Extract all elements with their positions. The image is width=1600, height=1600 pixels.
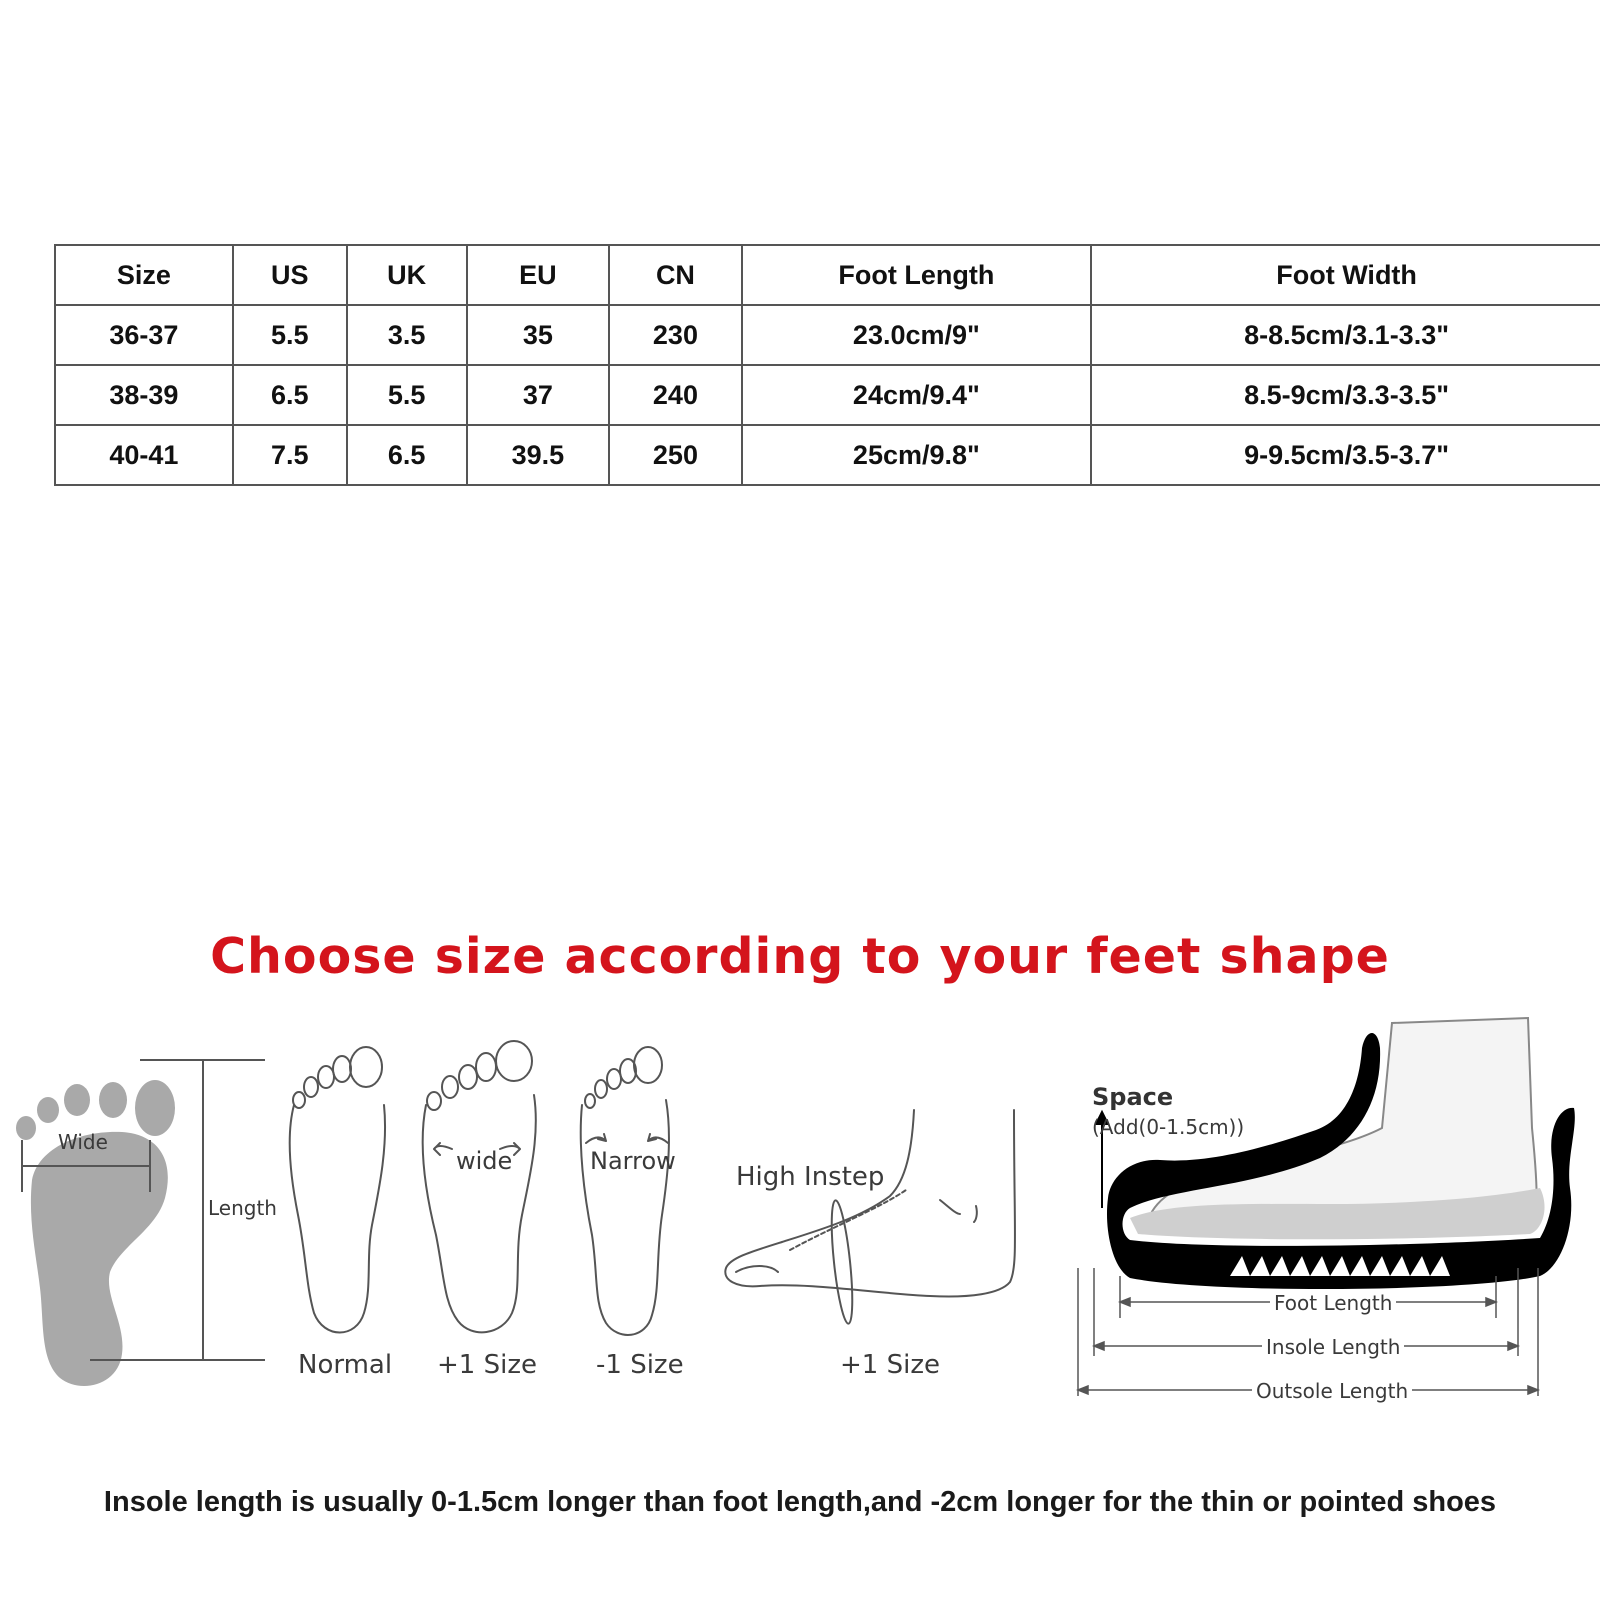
header-cn: CN: [609, 245, 741, 305]
insole-length-label: Insole Length: [1262, 1335, 1404, 1359]
wide-caption: +1 Size: [437, 1350, 537, 1380]
size-chart-table: [54, 244, 1600, 486]
foot-length-label: Foot Length: [1270, 1291, 1396, 1315]
cell-size: 40-41: [55, 425, 233, 485]
header-eu: EU: [467, 245, 610, 305]
cell-us: 6.5: [233, 365, 347, 425]
cell-eu: 37: [467, 365, 610, 425]
table-row: [55, 425, 1600, 485]
cell-size: 36-37: [55, 305, 233, 365]
narrow-foot-label: Narrow: [590, 1147, 676, 1175]
cell-eu: 35: [467, 305, 610, 365]
feet-shape-title: Choose size according to your feet shape: [210, 928, 1390, 985]
footprint-icon: [16, 1080, 175, 1386]
footprint-measure-diagram: [10, 1060, 280, 1390]
cell-uk: 5.5: [347, 365, 467, 425]
header-uk: UK: [347, 245, 467, 305]
header-us: US: [233, 245, 347, 305]
cell-eu: 39.5: [467, 425, 610, 485]
cell-cn: 240: [609, 365, 741, 425]
table-header-row: [55, 245, 1600, 305]
table-row: [55, 365, 1600, 425]
cell-foot-width: 9-9.5cm/3.5-3.7": [1091, 425, 1600, 485]
space-label: Space: [1092, 1083, 1174, 1111]
cell-foot-width: 8-8.5cm/3.1-3.3": [1091, 305, 1600, 365]
header-foot-length: Foot Length: [742, 245, 1092, 305]
high-instep-diagram: [720, 1110, 1030, 1340]
cell-uk: 6.5: [347, 425, 467, 485]
normal-caption: Normal: [298, 1350, 393, 1380]
high-instep-label: High Instep: [736, 1162, 885, 1192]
cell-foot-length: 25cm/9.8": [742, 425, 1092, 485]
wide-foot-icon: [423, 1041, 536, 1332]
cell-foot-length: 23.0cm/9": [742, 305, 1092, 365]
table-row: [55, 305, 1600, 365]
cell-uk: 3.5: [347, 305, 467, 365]
insole-note: Insole length is usually 0-1.5cm longer than foot length,and -2cm longer for the thin or pointed shoes: [103, 1486, 1497, 1518]
outsole-length-label: Outsole Length: [1252, 1379, 1412, 1403]
length-label: Length: [208, 1196, 277, 1220]
header-foot-width: Foot Width: [1091, 245, 1600, 305]
wide-label: Wide: [58, 1130, 108, 1154]
cell-us: 5.5: [233, 305, 347, 365]
wide-foot-label: wide: [456, 1147, 513, 1175]
normal-foot-icon: [290, 1047, 385, 1333]
instep-caption: +1 Size: [840, 1350, 940, 1380]
narrow-caption: -1 Size: [596, 1350, 684, 1380]
cell-cn: 250: [609, 425, 741, 485]
cell-foot-length: 24cm/9.4": [742, 365, 1092, 425]
foot-outlines-diagram: [280, 1045, 700, 1345]
space-note: (Add(0-1.5cm)): [1092, 1115, 1245, 1139]
header-size: Size: [55, 245, 233, 305]
cell-cn: 230: [609, 305, 741, 365]
narrow-foot-icon: [581, 1047, 669, 1335]
cell-foot-width: 8.5-9cm/3.3-3.5": [1091, 365, 1600, 425]
cell-us: 7.5: [233, 425, 347, 485]
cell-size: 38-39: [55, 365, 233, 425]
